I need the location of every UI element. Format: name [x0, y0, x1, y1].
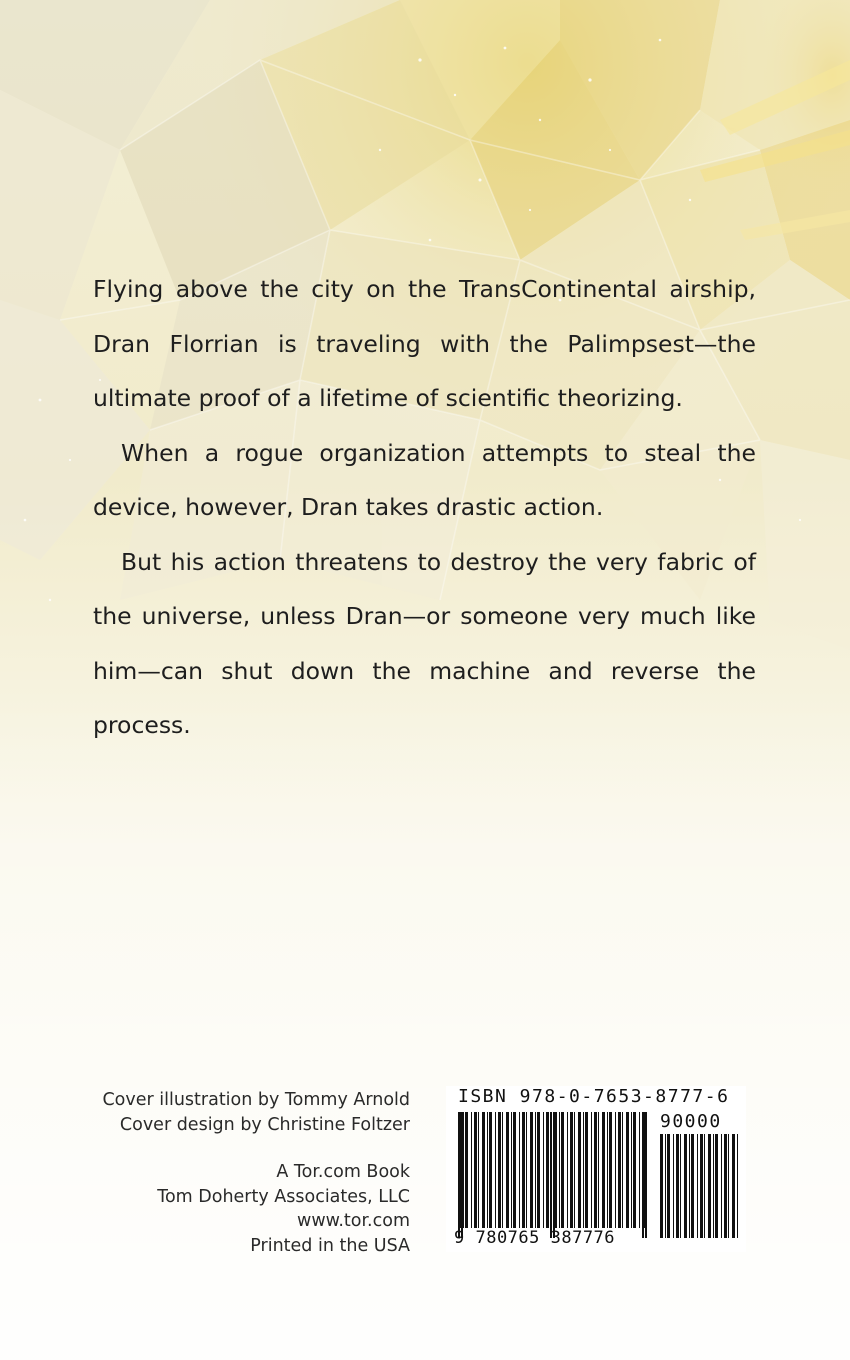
blurb-paragraph-1: Flying above the city on the TransContinental airship, Dran Florrian is traveling with the Palimpsest—the ultimate proof of a lifetime of scientific theorizing.: [93, 275, 756, 412]
price-code-text: 90000: [660, 1111, 722, 1132]
isbn-text: ISBN 978-0-7653-8777-6: [458, 1086, 730, 1107]
blurb-paragraph-2: When a rogue organization attempts to steal the device, however, Dran takes drastic action.: [93, 438, 756, 521]
credits-block: [102, 1088, 410, 1258]
blurb: [93, 262, 756, 753]
illustration-credit: Cover illustration by Tommy Arnold: [102, 1090, 410, 1110]
publisher-line: Tom Doherty Associates, LLC: [157, 1186, 410, 1207]
imprint-line: A Tor.com Book: [276, 1162, 410, 1182]
printed-line: Printed in the USA: [250, 1235, 410, 1256]
website-link[interactable]: www.tor.com: [297, 1211, 410, 1231]
blurb-paragraph-3: But his action threatens to destroy the very fabric of the universe, unless Dran—or someone very much like him—can shut down the machine and reverse the process.: [93, 547, 756, 739]
ean-text: 9 780765 387776: [454, 1228, 616, 1248]
barcode-box: [446, 1086, 746, 1252]
design-credit: Cover design by Christine Foltzer: [119, 1114, 410, 1135]
